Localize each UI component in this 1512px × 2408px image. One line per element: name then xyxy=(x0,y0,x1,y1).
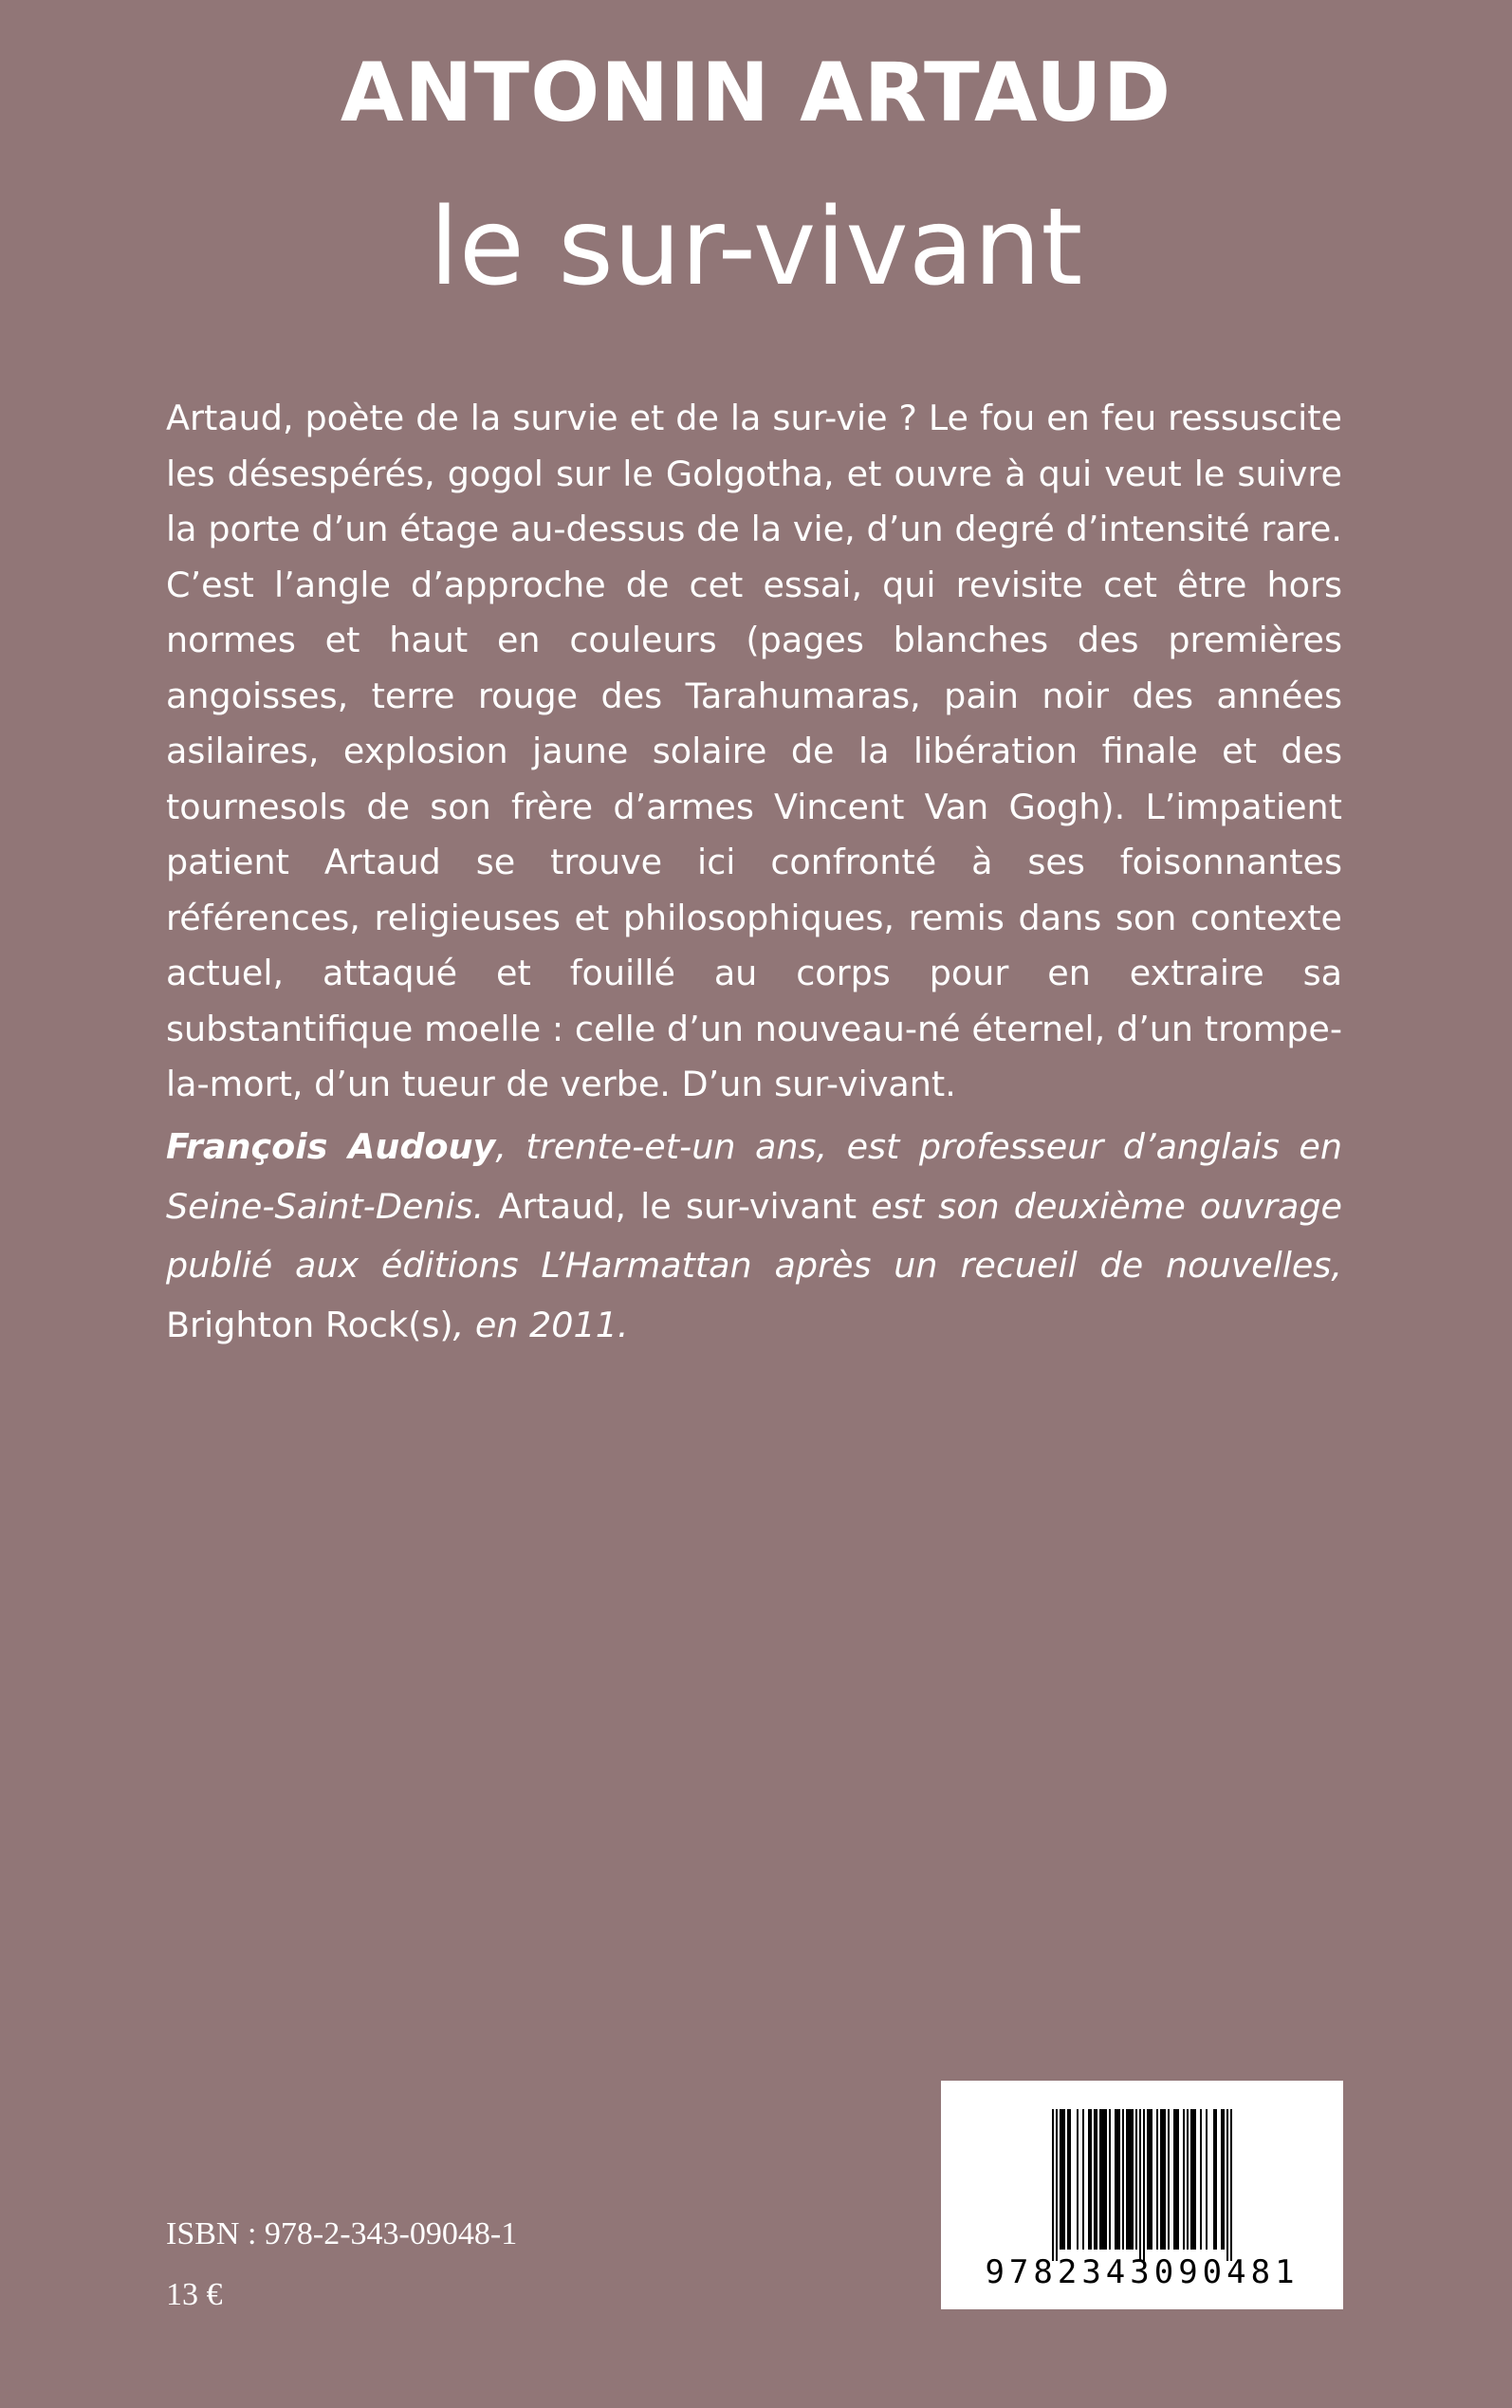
barcode-bar xyxy=(1116,2109,1118,2250)
barcode-bar xyxy=(1162,2109,1164,2250)
bio-author-name: François Audouy xyxy=(166,1126,496,1167)
barcode-bar xyxy=(1115,2109,1116,2250)
barcode-bar xyxy=(1052,2109,1054,2261)
barcode-bar xyxy=(1118,2109,1120,2250)
barcode-bar xyxy=(1206,2109,1208,2250)
barcode-bar xyxy=(1122,2109,1124,2250)
price-text: 13 € xyxy=(166,2277,223,2312)
author-bio xyxy=(166,1118,1342,1355)
bio-text-3: , en 2011. xyxy=(452,1304,629,1345)
book-title: le sur-vivant xyxy=(429,186,1083,309)
barcode-bar xyxy=(1183,2109,1185,2250)
author-name: ANTONIN ARTAUD xyxy=(340,46,1172,140)
barcode-bar xyxy=(1192,2109,1194,2250)
barcode-bar xyxy=(1103,2109,1105,2250)
barcode-bar xyxy=(1130,2109,1132,2250)
barcode-bar xyxy=(1168,2109,1170,2250)
barcode-bar xyxy=(1063,2109,1065,2250)
barcode-bar xyxy=(1135,2109,1137,2250)
barcode-bar xyxy=(1082,2109,1084,2250)
barcode-bar xyxy=(1069,2109,1071,2250)
barcode-bar xyxy=(1226,2109,1228,2261)
barcode-bar xyxy=(1143,2109,1145,2261)
barcode xyxy=(941,2081,1343,2309)
barcode-bar xyxy=(1128,2109,1130,2250)
bio-text-1: , trente-et-un ans, est professeur d’anglais en Seine-Saint-Denis. xyxy=(166,1126,1342,1227)
barcode-bar xyxy=(1173,2109,1175,2250)
barcode-bar xyxy=(1164,2109,1166,2250)
barcode-bar xyxy=(1190,2109,1192,2250)
barcode-bar xyxy=(1215,2109,1217,2250)
barcode-bar xyxy=(1230,2109,1232,2261)
bio-collection-title: Brighton Rock(s) xyxy=(166,1304,453,1345)
barcode-digits: 9782343090481 xyxy=(985,2253,1300,2291)
barcode-bar xyxy=(1151,2109,1152,2250)
barcode-bar xyxy=(1067,2109,1069,2250)
barcode-bar xyxy=(1109,2109,1111,2250)
barcode-bar xyxy=(1056,2109,1058,2261)
barcode-bar xyxy=(1090,2109,1092,2250)
barcode-bar xyxy=(1099,2109,1101,2250)
barcode-bar xyxy=(1223,2109,1225,2250)
barcode-bar xyxy=(1126,2109,1128,2250)
barcode-bar xyxy=(1094,2109,1096,2250)
barcode-bar xyxy=(1187,2109,1189,2250)
barcode-bar xyxy=(1060,2109,1061,2250)
barcode-bar xyxy=(1160,2109,1162,2250)
bio-text-2: est son deuxième ouvrage publié aux éditions L’Harmattan après un recueil de nouvelles, xyxy=(166,1185,1342,1286)
barcode-bar xyxy=(1194,2109,1196,2250)
barcode-bar xyxy=(1177,2109,1179,2250)
barcode-bar xyxy=(1088,2109,1090,2250)
isbn-text: ISBN : 978-2-343-09048-1 xyxy=(166,2216,518,2251)
barcode-bar xyxy=(1061,2109,1063,2250)
barcode-bar xyxy=(1077,2109,1079,2250)
barcode-bar xyxy=(1149,2109,1151,2250)
barcode-bar xyxy=(1096,2109,1097,2250)
barcode-bar xyxy=(1200,2109,1202,2250)
barcode-bar xyxy=(1175,2109,1177,2250)
barcode-bar xyxy=(1105,2109,1107,2250)
barcode-bar xyxy=(1147,2109,1149,2250)
barcode-bar xyxy=(1221,2109,1223,2250)
barcode-bar xyxy=(1139,2109,1141,2261)
barcode-bar xyxy=(1132,2109,1134,2250)
barcode-bar xyxy=(1101,2109,1103,2250)
barcode-bar xyxy=(1156,2109,1158,2250)
barcode-bar xyxy=(1213,2109,1215,2250)
blurb-text: Artaud, poète de la survie et de la sur-vie ? Le fou en feu ressuscite les désespérés, gogol sur le Golgotha, et ouvre à qui veut le suivre la porte d’un étage au-dessus de la vie, d’un degré d’intensité rare. C’est l’angle d’approche de cet essai, qui revisite cet être hors normes et haut en couleurs (pages blanches des premières angoisses, terre rouge des Tarahumaras, pain noir des années asilaires, explosion jaune solaire de la libération finale et des tournesols de son frère d’armes Vincent Van Gogh). L’impatient patient Artaud se trouve ici confronté à ses foisonnantes références, religieuses et philosophiques, remis dans son contexte actuel, attaqué et fouillé au corps pour en extraire sa substantifique moelle : celle d’un nouveau-né éternel, d’un trompe-la-mort, d’un tueur de verbe. D’un sur-vivant. xyxy=(166,398,1342,1104)
bio-book-title: Artaud, le sur-vivant xyxy=(498,1185,857,1227)
